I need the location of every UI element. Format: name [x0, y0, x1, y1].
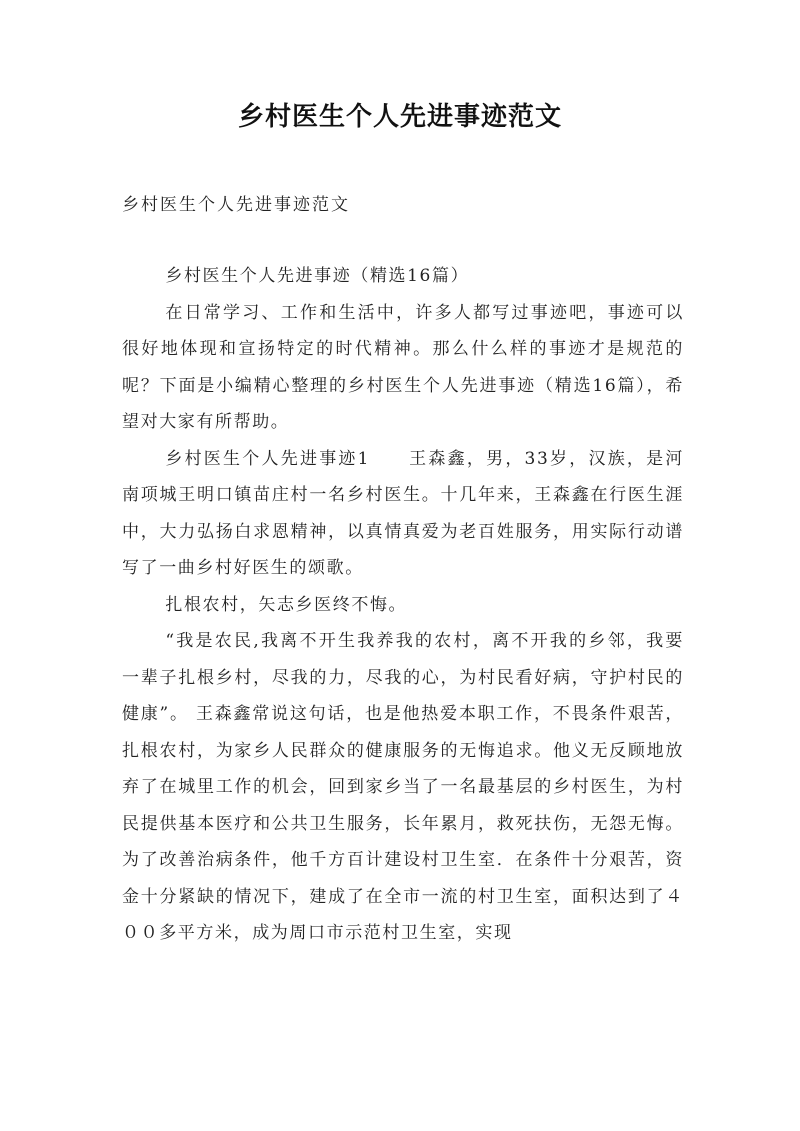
paragraph-section-heading: 扎根农村，矢志乡医终不悔。 [165, 594, 408, 615]
document-subtitle: 乡村医生个人先进事迹范文 [122, 195, 350, 215]
document-body [122, 258, 684, 952]
paragraph-story-1: 乡村医生个人先进事迹1 王森鑫，男，33岁，汉族，是河南项城王明口镇苗庄村一名乡村医生。十几年来，王森鑫在行医生涯中，大力弘扬白求恩精神，以真情真爱为老百姓服务，用实际行动谱写了一曲乡村好医生的颂歌。 [122, 448, 684, 578]
paragraph-quote: “我是农民,我离不开生我养我的农村，离不开我的乡邻，我要一辈子扎根乡村，尽我的力，尽我的心，为村民看好病，守护村民的健康”。 王森鑫常说这句话，也是他热爱本职工作，不畏条件艰苦，扎根农村，为家乡人民群众的健康服务的无悔追求。他义无反顾地放弃了在城里工作的机会，回到家乡当了一名最基层的乡村医生，为村民提供基本医疗和公共卫生服务，长年累月，救死扶伤，无怨无悔。为了改善治病条件，他千方百计建设村卫生室．在条件十分艰苦，资金十分紧缺的情况下，建成了在全市一流的村卫生室，面积达到了４００多平方米，成为周口市示范村卫生室，实现 [122, 631, 684, 943]
paragraph-heading: 乡村医生个人先进事迹（精选16篇） [165, 266, 470, 286]
paragraph-intro: 在日常学习、工作和生活中，许多人都写过事迹吧，事迹可以很好地体现和宣扬特定的时代精神。那么什么样的事迹才是规范的呢？下面是小编精心整理的乡村医生个人先进事迹（精选16篇），希望对大家有所帮助。 [122, 302, 684, 432]
page-title: 乡村医生个人先进事迹范文 [237, 102, 562, 132]
